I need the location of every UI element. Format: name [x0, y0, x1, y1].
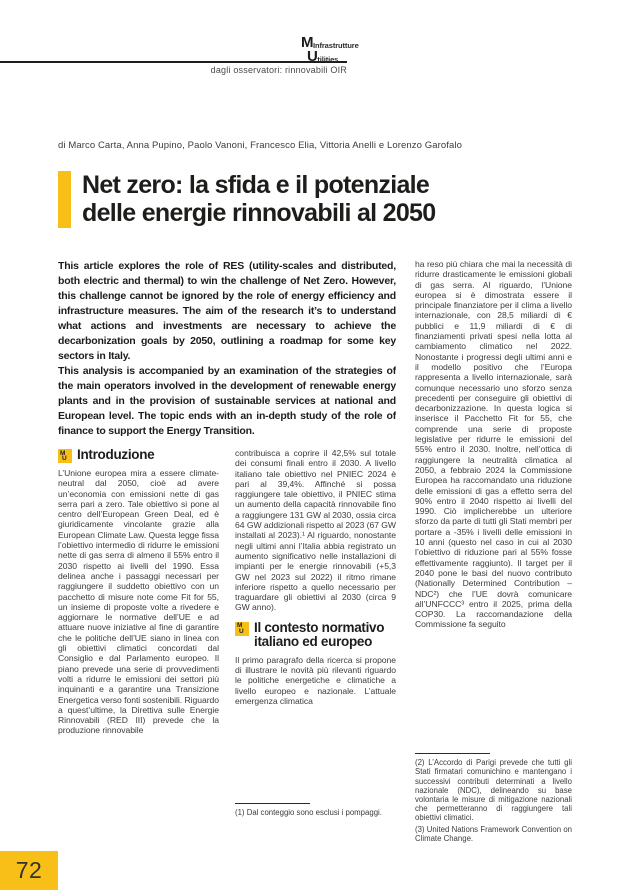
article-title — [82, 171, 435, 228]
page-number: 72 — [15, 857, 43, 883]
footnote-1: (1) Dal conteggio sono esclusi i pompaggi. — [235, 807, 382, 817]
footnote-rule — [235, 803, 310, 804]
introduction-body-text: L’Unione europea mira a essere climate-neutral dal 2050, cioè ad avere un’economia con emissioni nette di gas serra pari a zero. Tale obiettivo si pone al centro dell’European Green Deal, ed è giuridicamente vincolante grazie alla European Climate Law. Questa legge fissa l’obiettivo intermedio di ridurre le emissioni nette di gas serra di almeno il 55% entro il 2030 rispetto ai livelli del 1990. Essa delinea anche i passaggi necessari per raggiungere il suddetto obiettivo con un pacchetto di misure note come Fit for 55, un insieme di proposte volte a rivedere e aggiornare le normative dell’UE e ad attuare nuove iniziative al fine di garantire che le politiche dell’UE siano in linea con gli obiettivi climatici concordati dal Consiglio e dal Parlamento europeo. Il piano prevede una serie di provvedimenti volti a ridurre le emissioni dei settori più inquinanti e a garantire una Transizione Energetica verso fonti sostenibili. Riguardo a quest’ultime, la Direttiva sulle Energie Rinnovabili (RED III) prevede che la produzione rinnovabile — [58, 468, 219, 736]
section-heading-text: Introduzione — [77, 448, 155, 462]
footnote-block-2 — [415, 753, 572, 845]
abstract-paragraph-1: This article explores the role of RES (utility-scales and distributed, both electric and thermal) to win the challenge of Net Zero. However, this challenge cannot be ignored by the role of energy efficiency and infrastructure measures. The aim of the research it’s to understand what actions and investments are necessary to achieve the decarbonization goals by 2050, outlining a roadmap for some key sectors in Italy. — [58, 260, 396, 362]
abstract — [58, 259, 396, 439]
column-middle — [235, 448, 396, 845]
column-left — [58, 448, 219, 845]
article-title-block — [58, 171, 435, 228]
footnote-rule — [415, 753, 490, 754]
logo-letter-u: U — [307, 48, 318, 65]
mu-icon-letter-m: M — [237, 622, 243, 630]
mu-journal-logo — [301, 35, 359, 64]
page-number-badge — [0, 851, 58, 890]
observatory-kicker: dagli osservatori: rinnovabili OIR — [210, 65, 347, 75]
section-heading-contesto — [235, 621, 396, 650]
logo-word-infrastrutture: Infrastrutture — [313, 40, 359, 50]
column-right — [415, 259, 572, 845]
middle-body-bottom: Il primo paragrafo della ricerca si propone di illustrare le novità più rilevanti riguardo le politiche energetiche e climatiche a livello europeo e nazionale. L’attuale emergenza climatica — [235, 654, 396, 706]
mu-icon-letter-u: U — [239, 627, 244, 635]
article-title-line1: Net zero: la sfida e il potenziale — [82, 171, 430, 199]
masthead-rule — [0, 61, 347, 63]
middle-body-top: contribuisca a coprire il 42,5% sul totale dei consumi finali entro il 2030. A livello italiano tale obiettivo nel PNIEC 2024 è pari al 39,4%. Affinché si possa raggiungere tale obiettivo, il PNIEC stima un aumento della capacità rinnovabile fino a raggiungere 131 GW al 2030, ossia circa 64 GW addizionali rispetto al 2023 (67 GW installati al 2023).¹ Al riguardo, nonostante negli ultimi anni l’Italia abbia registrato un aumento significativo nelle installazioni di impianti per le energie rinnovabili (+5,3 GW nel 2023 sul 2022) il ritmo rimane inferiore rispetto a quello necessario per traguardare gli obiettivi al 2030 (circa 9 GW anno). — [235, 448, 396, 613]
columns-row — [58, 448, 396, 845]
logo-letter-m: M — [301, 34, 313, 51]
section-heading-text: Il contesto normativo italiano ed europeo — [254, 619, 385, 650]
article-title-line2: delle energie rinnovabili al 2050 — [82, 199, 436, 227]
logo-word-tilities: tilities — [317, 54, 339, 64]
right-body-text: ha reso più chiara che mai la necessità di ridurre drasticamente le emissioni globali di gas serra. Al riguardo, l’Unione europea si è dimostrata essere il principale finanziatore per il clima a livello internazionale, con 28,5 miliardi di € pubblici e 11,9 miliardi di € di finanziamenti privati spesi nella lotta al cambiamento climatico nel 2022. Nonostante i progressi degli ultimi anni e il modello positivo che l’Europa rappresenta a livello internazionale, sarà comunque necessario uno sforzo senza precedenti per conseguire gli obiettivi di decarbonizzazione. In questa logica si inserisce il Pacchetto Fit for 55, che comprende una serie di proposte legislative per ridurre le emissioni del 55% entro il 2030. Inoltre, nell’ottica di raggiungere la neutralità climatica al 2050, a febbraio 2024 la Commissione Europea ha raccomandato una riduzione delle emissioni di gas a effetto serra del 90% entro il 2040 rispetto ai livelli del 1990. Ciò implicherebbe un ulteriore sforzo da parte di tutti gli Stati membri per portare a -35% i livelli delle emissioni in 10 anni (questo nel caso in cui al 2030 l’obiettivo di riduzione pari al 55% fosse effettivamente raggiunto). Il target per il 2040 pone le basi del nuovo contributo (Nationally Determined Contribution – NDC²) che l’UE dovrà comunicare all’UNFCCC³ entro il 2025, prima della COP30. La raccomandazione della Commissione fa seguito — [415, 259, 572, 630]
mu-icon-letter-m: M — [60, 449, 66, 457]
abstract-paragraph-2: This analysis is accompanied by an examination of the strategies of the main operators involved in the development of renewable energy plants and in the provision of sustainable services at national and European level. The topic ends with an in-depth study of the role of finance to support the Energy Transition. — [58, 365, 396, 437]
left-two-thirds — [58, 259, 396, 845]
footnote-3: (3) United Nations Framework Convention on Climate Change. — [415, 824, 572, 843]
logo-row-utilities — [307, 49, 359, 64]
article-body — [58, 259, 572, 845]
authors-byline: di Marco Carta, Anna Pupino, Paolo Vanoni, Francesco Elia, Vittoria Anelli e Lorenzo Garofalo — [58, 140, 462, 151]
mu-section-icon — [58, 449, 72, 463]
footnote-block-1 — [235, 803, 396, 819]
footnote-2: (2) L’Accordo di Parigi prevede che tutti gli Stati firmatari comunichino e mantengano i successivi contributi determinati a livello nazionale (NDC), delineando su base volontaria le misure di mitigazione nazionali che permetteranno di raggiungere tali obiettivi climatici. — [415, 758, 572, 823]
section-heading-introduzione — [58, 448, 219, 463]
title-accent-bar — [58, 171, 71, 228]
mu-section-icon — [235, 622, 249, 636]
mu-icon-letter-u: U — [62, 455, 67, 462]
